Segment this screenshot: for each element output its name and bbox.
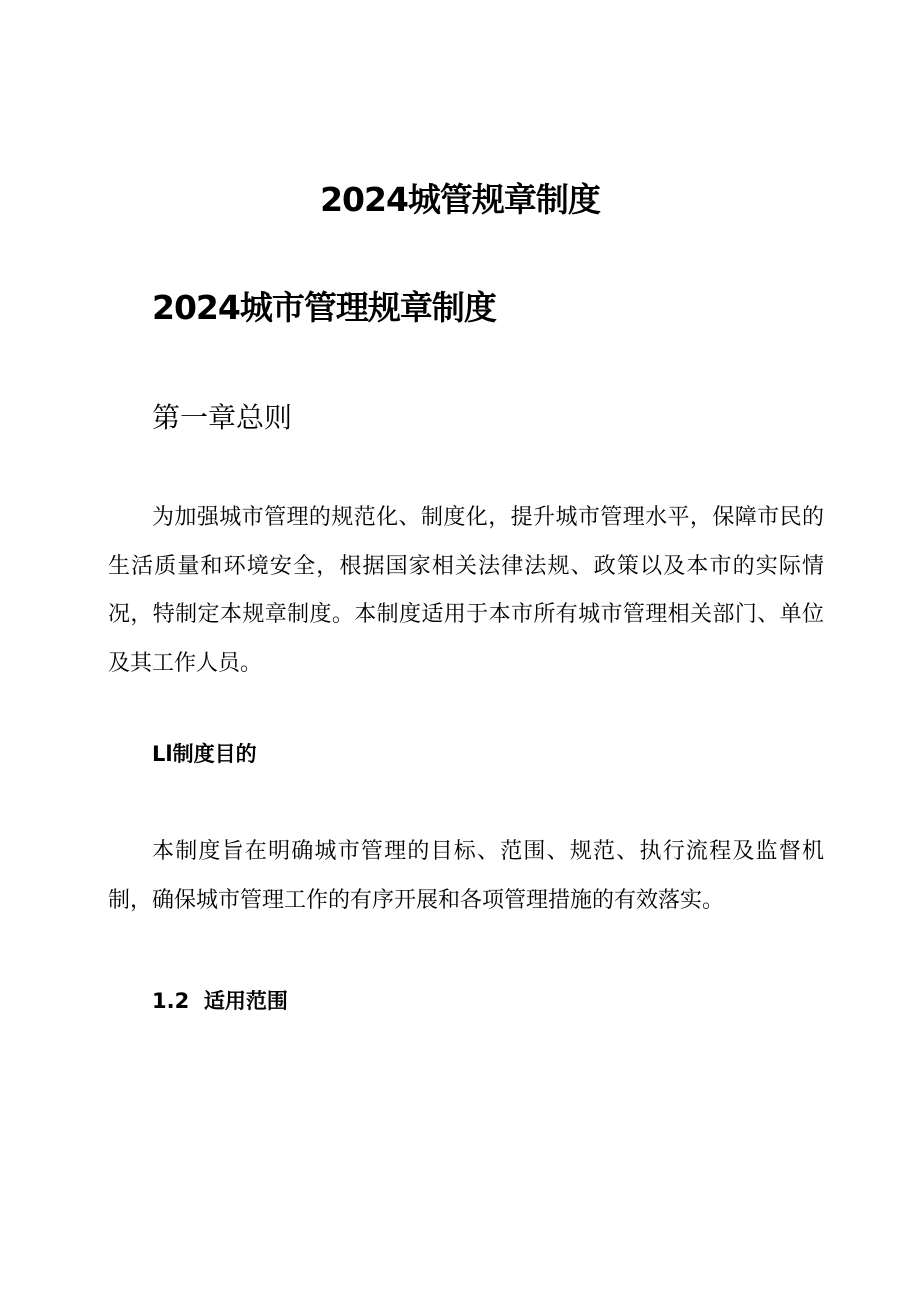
- main-heading: 2024城市管理规章制度: [152, 288, 496, 327]
- section-title-purpose: Ll制度目的: [152, 742, 257, 766]
- section-title-scope: 1.2 适用范围: [152, 989, 288, 1013]
- section-body-purpose: 本制度旨在明确城市管理的目标、范围、规范、执行流程及监督机制，确保城市管理工作的有序开展和各项管理措施的有效落实。: [108, 839, 824, 913]
- document-title: 2024城管规章制度: [320, 180, 600, 219]
- chapter-intro-paragraph: 为加强城市管理的规范化、制度化，提升城市管理水平，保障市民的生活质量和环境安全，根据国家相关法律法规、政策以及本市的实际情况，特制定本规章制度。本制度适用于本市所有城市管理相关部门、单位及其工作人员。: [108, 505, 824, 676]
- chapter-title: 第一章总则: [152, 401, 293, 434]
